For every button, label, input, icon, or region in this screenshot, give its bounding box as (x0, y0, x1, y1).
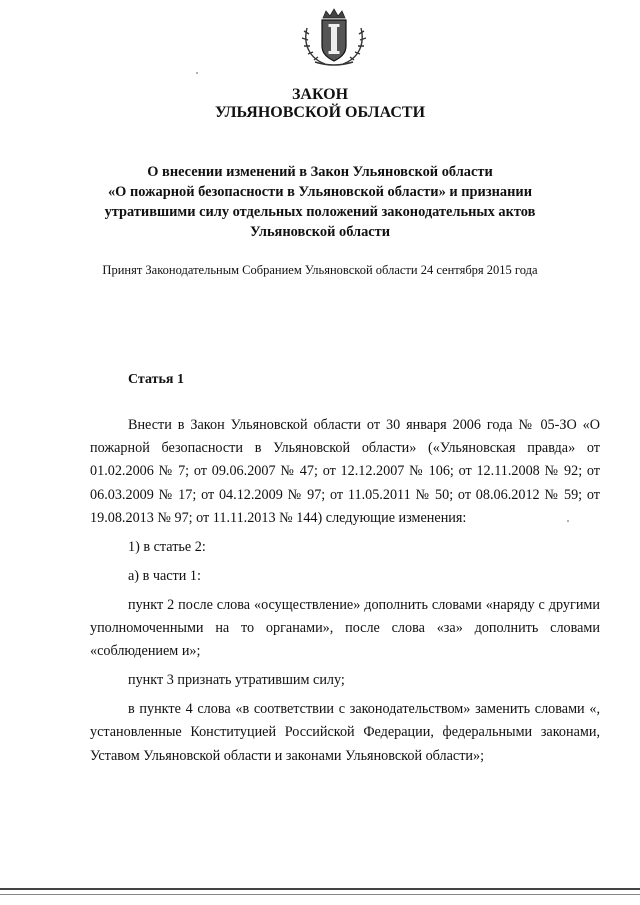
law-title-line: Ульяновской области (249, 224, 391, 240)
region-heading: УЛЬЯНОВСКОЙ ОБЛАСТИ (214, 104, 426, 121)
scan-speck (567, 520, 569, 522)
body-paragraph: Внести в Закон Ульяновской области от 30 января 2006 года № 05-ЗО «О пожарной безопасности в Ульяновской области» («Ульяновская правда» от 01.02.2006 № 7; от 09.06.2007 № 47; от 12.12.2007 № 106; от 12.11.2008 № 92; от 06.03.2009 № 17; от 04.12.2009 № 97; от 11.05.2011 № 50; от 08.06.2012 № 59; от 19.08.2013 № 97; от 11.11.2013 № 144) следующие изменения: (90, 417, 600, 526)
scan-edge-line (0, 888, 640, 890)
law-title-line: «О пожарной безопасности в Ульяновской области» и признании (107, 184, 532, 200)
scan-edge-line (0, 894, 640, 895)
law-title-line: О внесении изменений в Закон Ульяновской области (147, 164, 493, 180)
body-paragraph: 1) в статье 2: (128, 538, 206, 555)
adoption-note: Принят Законодательным Собранием Ульяновской области 24 сентября 2015 года (102, 263, 538, 277)
scan-speck (196, 72, 198, 74)
article-heading: Статья 1 (128, 372, 184, 387)
document-type-heading: ЗАКОН (291, 86, 349, 103)
law-title (60, 162, 580, 242)
coat-of-arms-emblem (295, 8, 373, 68)
body-paragraph: в пункте 4 слова «в соответствии с законодательством» заменить словами «, установленные Конституцией Российской Федерации, федеральными законами, Уставом Ульяновской области и законами Ульяновской области»; (90, 701, 600, 764)
law-title-line: утратившими силу отдельных положений законодательных актов (104, 204, 536, 220)
article-body (90, 414, 600, 774)
body-paragraph: а) в части 1: (128, 567, 201, 584)
body-paragraph: пункт 2 после слова «осуществление» дополнить словами «наряду с другими уполномоченными на то органами», после слова «за» дополнить словами «соблюдением и»; (90, 596, 600, 660)
body-paragraph: пункт 3 признать утратившим силу; (128, 672, 345, 689)
